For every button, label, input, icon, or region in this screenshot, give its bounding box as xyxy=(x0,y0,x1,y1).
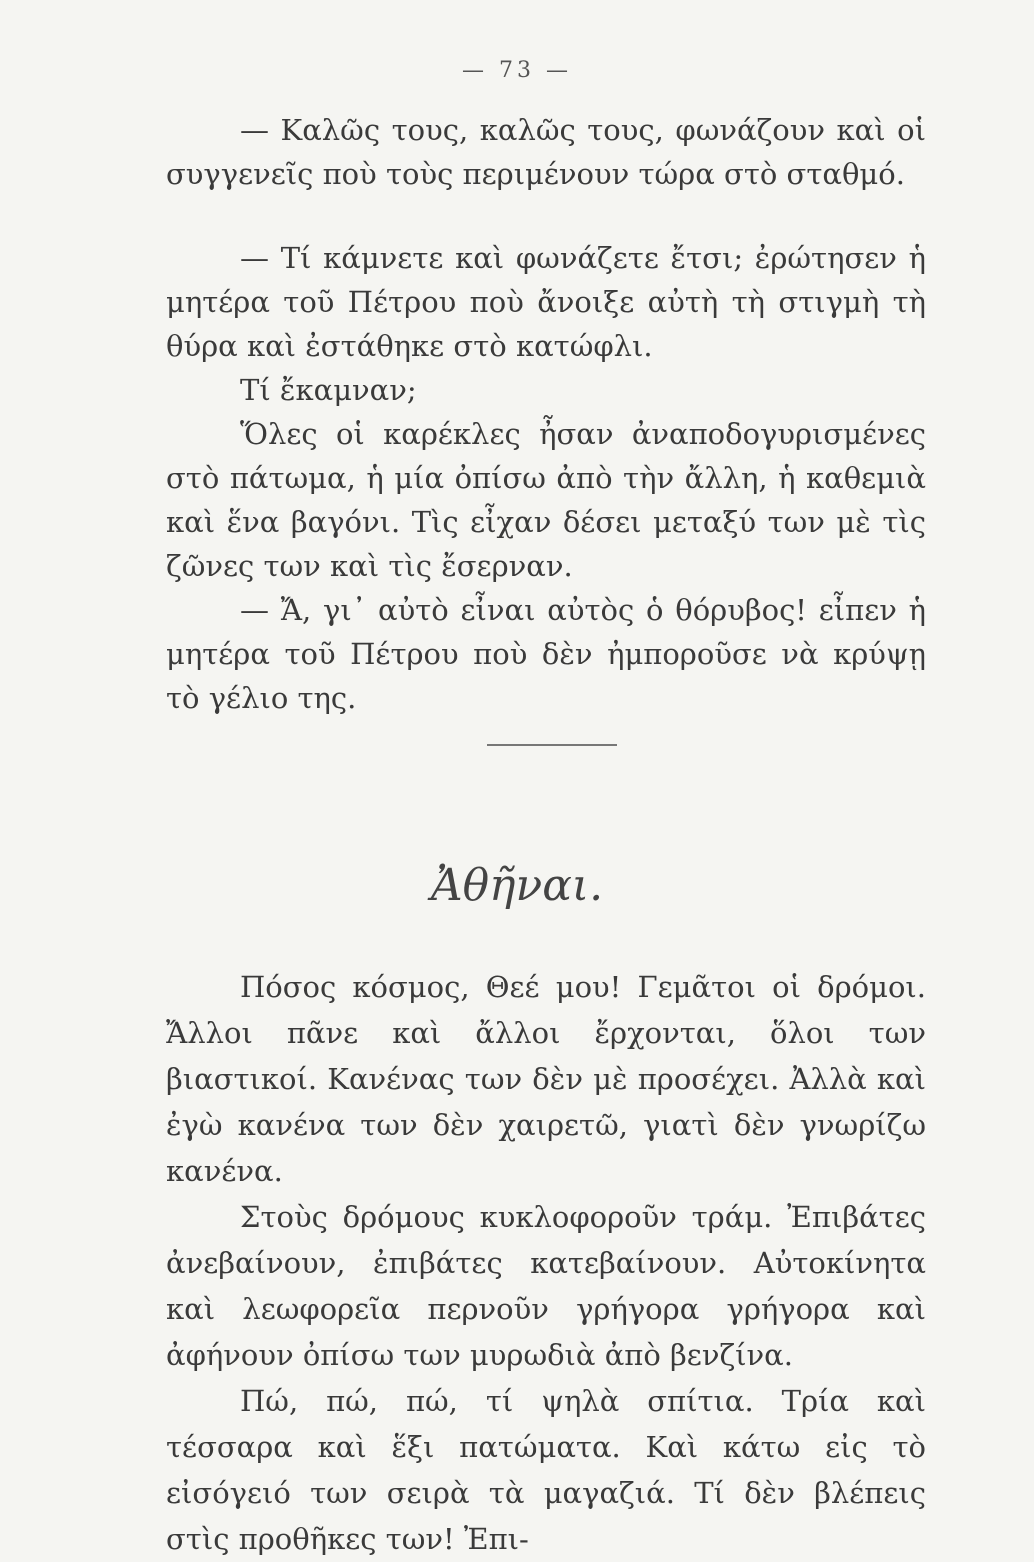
text-block-top xyxy=(166,108,926,196)
text-block-dialogue xyxy=(166,236,926,720)
paragraph-traffic: Στοὺς δρόμους κυκλοφοροῦν τράμ. Ἐπιβάτες ἀνεβαίνουν, ἐπιβάτες κατεβαίνουν. Αὐτοκίνητα καὶ λεωφορεῖα περνοῦν γρήγορα γρήγορα καὶ ἀφήνουν ὀπίσω των μυρωδιὰ ἀπὸ βενζίνα. xyxy=(166,1200,926,1372)
paragraph-crowd: Πόσος κόσμος, Θεέ μου! Γεμᾶτοι οἱ δρόμοι. Ἄλλοι πᾶνε καὶ ἄλλοι ἔρχονται, ὅλοι των βιαστικοί. Κανένας των δὲν μὲ προσέχει. Ἀλλὰ καὶ ἐγὼ κανένα των δὲν χαιρετῶ, γιατὶ δὲν γνωρίζω κανένα. xyxy=(166,970,926,1188)
paragraph-buildings: Πώ, πώ, πώ, τί ψηλὰ σπίτια. Τρία καὶ τέσσαρα καὶ ἕξι πατώματα. Καὶ κάτω εἰς τὸ εἰσόγειό των σειρὰ τὰ μαγαζιά. Τί δὲν βλέπεις στὶς προθῆκες των! Ἐπι- xyxy=(166,1384,926,1556)
page-number: — 73 — xyxy=(462,58,572,83)
text-block-athens xyxy=(166,964,926,1562)
paragraph-chairs: Ὅλες οἱ καρέκλες ἦσαν ἀναποδογυρισμένες στὸ πάτωμα, ἡ μία ὀπίσω ἀπὸ τὴν ἄλλη, ἡ καθεμιὰ καὶ ἕνα βαγόνι. Τὶς εἶχαν δέσει μεταξύ των μὲ τὶς ζῶνες των καὶ τὶς ἔσερναν. xyxy=(166,417,926,583)
section-divider xyxy=(487,744,617,746)
section-title: Ἀθῆναι. xyxy=(430,860,604,911)
paragraph-mother-laugh: — Ἄ, γι᾽ αὐτὸ εἶναι αὐτὸς ὁ θόρυβος! εἶπεν ἡ μητέρα τοῦ Πέτρου ποὺ δὲν ἠμποροῦσε νὰ κρύψῃ τὸ γέλιο της. xyxy=(166,593,926,715)
paragraph-mother-question: — Τί κάμνετε καὶ φωνάζετε ἔτσι; ἐρώτησεν ἡ μητέρα τοῦ Πέτρου ποὺ ἄνοιξε αὐτὴ τὴ στιγμὴ τὴ θύρα καὶ ἐστάθηκε στὸ κατώφλι. xyxy=(166,241,926,363)
paragraph-greeting: — Καλῶς τους, καλῶς τους, φωνάζουν καὶ οἱ συγγενεῖς ποὺ τοὺς περιμένουν τώρα στὸ σταθμό. xyxy=(166,113,926,191)
paragraph-what-did-they-do: Τί ἔκαμναν; xyxy=(240,373,417,407)
